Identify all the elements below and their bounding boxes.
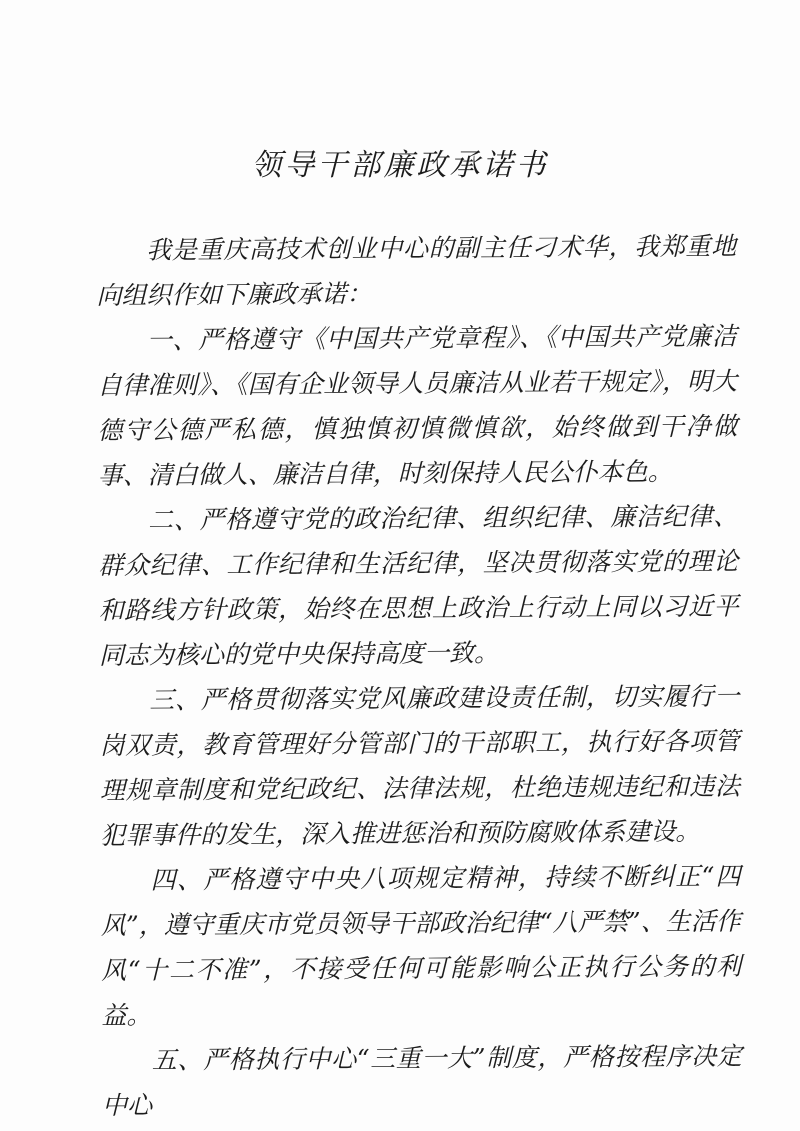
paragraph-2: 二、严格遵守党的政治纪律、组织纪律、廉洁纪律、群众纪律、工作纪律和生活纪律，坚决贯彻落实党的理论和路线方针政策，始终在思想上政治上行动上同以习近平同志为核心的党中央保持高度一致。 bbox=[98, 501, 739, 670]
paragraph-5: 五、严格执行中心“三重一大”制度，严格按程序决定中心 bbox=[102, 1041, 742, 1120]
paragraph-4: 四、严格遵守中央八项规定精神，持续不断纠正“四风”，遵守重庆市党员领导干部政治纪律“八严禁”、生活作风“十二不准”，不接受任何可能影响公正执行公务的利益。 bbox=[100, 861, 742, 1030]
document-body bbox=[96, 224, 742, 1128]
paragraph-1: 一、严格遵守《中国共产党章程》、《中国共产党廉洁自律准则》、《国有企业领导人员廉洁从业若干规定》，明大德守公德严私德，慎独慎初慎微慎欲，始终做到干净做事、清白做人、廉洁自律，时刻保持人民公仆本色。 bbox=[96, 321, 738, 490]
document-title: 领导干部廉政承诺书 bbox=[251, 148, 549, 183]
paragraph-intro: 我是重庆高技术创业中心的副主任刁术华，我郑重地向组织作如下廉政承诺： bbox=[96, 231, 737, 310]
paragraph-3: 三、严格贯彻落实党风廉政建设责任制，切实履行一岗双责，教育管理好分管部门的干部职工，执行好各项管理规章制度和党纪政纪、法律法规，杜绝违规违纪和违法犯罪事件的发生，深入推进惩治和预防腐败体系建设。 bbox=[99, 681, 741, 850]
